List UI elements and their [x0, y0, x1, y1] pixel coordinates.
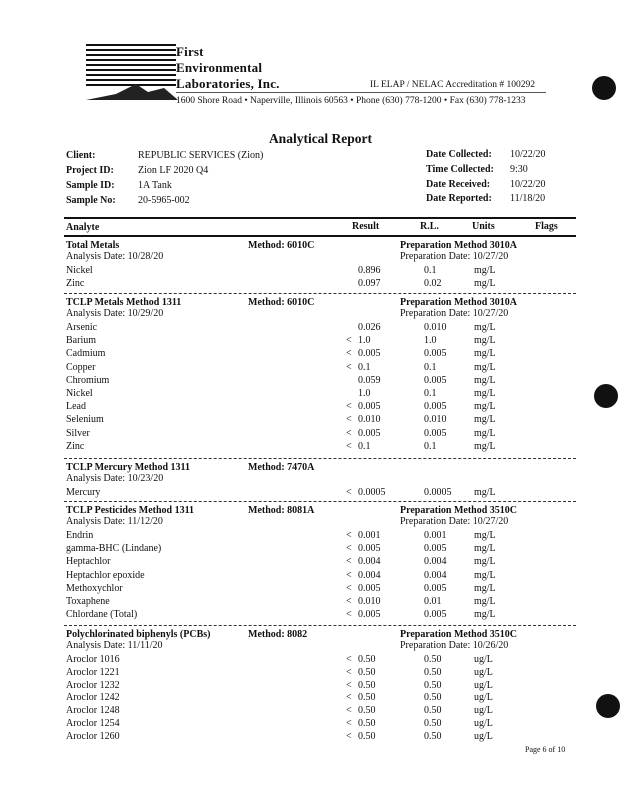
section-title: Polychlorinated biphenyls (PCBs)	[66, 629, 211, 640]
analyte-name: Chromium	[66, 375, 110, 386]
sample-no-label: Sample No:	[66, 195, 116, 206]
analyte-name: Nickel	[66, 265, 93, 276]
units: mg/L	[474, 596, 496, 607]
company-name-line3: Laboratories, Inc.	[176, 76, 280, 91]
units: mg/L	[474, 543, 496, 554]
sample-no-value: 20-5965-002	[138, 195, 190, 206]
reporting-limit: 0.005	[424, 375, 447, 386]
reporting-limit: 1.0	[424, 335, 437, 346]
reporting-limit: 0.005	[424, 348, 447, 359]
page-number: Page 6 of 10	[525, 745, 566, 754]
project-value: Zion LF 2020 Q4	[138, 165, 209, 176]
units: mg/L	[474, 375, 496, 386]
units: mg/L	[474, 583, 496, 594]
analyte-name: Heptachlor epoxide	[66, 570, 145, 581]
analyte-name: Aroclor 1242	[66, 692, 120, 703]
reporting-limit: 0.1	[424, 441, 437, 452]
qualifier: <	[346, 718, 352, 729]
units: mg/L	[474, 278, 496, 289]
analyte-name: Silver	[66, 428, 90, 439]
qualifier: <	[346, 530, 352, 541]
accreditation: IL ELAP / NELAC Accreditation # 100292	[370, 80, 535, 90]
method: Method: 8081A	[248, 505, 315, 516]
qualifier: <	[346, 583, 352, 594]
units: mg/L	[474, 348, 496, 359]
reporting-limit: 0.005	[424, 401, 447, 412]
units: mg/L	[474, 335, 496, 346]
section-title: Total Metals	[66, 240, 120, 251]
units: mg/L	[474, 609, 496, 620]
result-value: 0.1	[358, 441, 371, 452]
qualifier: <	[346, 335, 352, 346]
units: mg/L	[474, 265, 496, 276]
reporting-limit: 0.005	[424, 543, 447, 554]
analyte-name: Lead	[66, 401, 86, 412]
prep-date: Preparation Date: 10/27/20	[400, 516, 509, 527]
prep-method: Preparation Method 3010A	[400, 240, 518, 251]
reporting-limit: 0.50	[424, 692, 442, 703]
result-value: 1.0	[358, 335, 371, 346]
units: ug/L	[474, 667, 493, 678]
reporting-limit: 0.50	[424, 667, 442, 678]
result-value: 0.097	[358, 278, 381, 289]
result-value: 0.010	[358, 414, 381, 425]
qualifier: <	[346, 348, 352, 359]
date-received-label: Date Received:	[426, 179, 491, 190]
result-value: 0.059	[358, 375, 381, 386]
qualifier: <	[346, 667, 352, 678]
section-divider	[64, 625, 576, 626]
reporting-limit: 0.01	[424, 596, 442, 607]
units: ug/L	[474, 680, 493, 691]
reporting-limit: 0.50	[424, 680, 442, 691]
prep-date: Preparation Date: 10/27/20	[400, 308, 509, 319]
result-value: 0.896	[358, 265, 381, 276]
client-value: REPUBLIC SERVICES (Zion)	[138, 150, 264, 161]
qualifier: <	[346, 428, 352, 439]
prep-date: Preparation Date: 10/26/20	[400, 640, 509, 651]
analysis-date: Analysis Date: 10/23/20	[66, 473, 164, 484]
reporting-limit: 0.1	[424, 388, 437, 399]
letterhead-divider	[176, 92, 546, 93]
units: ug/L	[474, 731, 493, 742]
method: Method: 6010C	[248, 297, 315, 308]
punch-hole	[596, 694, 620, 718]
reporting-limit: 0.010	[424, 322, 447, 333]
date-collected-value: 10/22/20	[510, 149, 546, 160]
units: mg/L	[474, 362, 496, 373]
qualifier: <	[346, 362, 352, 373]
units: ug/L	[474, 654, 493, 665]
reporting-limit: 0.005	[424, 583, 447, 594]
reporting-limit: 0.50	[424, 654, 442, 665]
reporting-limit: 0.005	[424, 609, 447, 620]
section-divider	[64, 501, 576, 502]
result-value: 1.0	[358, 388, 371, 399]
prep-method: Preparation Method 3510C	[400, 629, 518, 640]
reporting-limit: 0.010	[424, 414, 447, 425]
analyte-name: Aroclor 1016	[66, 654, 120, 665]
qualifier: <	[346, 680, 352, 691]
units: mg/L	[474, 556, 496, 567]
analyte-name: Aroclor 1232	[66, 680, 120, 691]
company-name-line1: First	[176, 44, 204, 59]
units: ug/L	[474, 692, 493, 703]
col-units: Units	[472, 221, 495, 232]
reporting-limit: 0.50	[424, 718, 442, 729]
result-value: 0.004	[358, 570, 381, 581]
qualifier: <	[346, 441, 352, 452]
qualifier: <	[346, 731, 352, 742]
col-flags: Flags	[535, 221, 558, 232]
result-value: 0.50	[358, 731, 376, 742]
result-value: 0.026	[358, 322, 381, 333]
result-value: 0.005	[358, 348, 381, 359]
qualifier: <	[346, 654, 352, 665]
prep-method: Preparation Method 3510C	[400, 505, 518, 516]
qualifier: <	[346, 609, 352, 620]
analyte-name: Endrin	[66, 530, 94, 541]
qualifier: <	[346, 401, 352, 412]
units: mg/L	[474, 414, 496, 425]
result-value: 0.005	[358, 609, 381, 620]
analysis-date: Analysis Date: 11/12/20	[66, 516, 163, 527]
result-value: 0.005	[358, 401, 381, 412]
analyte-name: Arsenic	[66, 322, 98, 333]
analyte-name: Heptachlor	[66, 556, 111, 567]
analyte-name: Cadmium	[66, 348, 106, 359]
units: ug/L	[474, 718, 493, 729]
lab-address: 1600 Shore Road • Naperville, Illinois 60563 • Phone (630) 778-1200 • Fax (630) 778-1233	[176, 96, 526, 106]
analyte-name: Zinc	[66, 278, 85, 289]
sample-id-label: Sample ID:	[66, 180, 115, 191]
date-collected-label: Date Collected:	[426, 149, 492, 160]
analyte-name: Aroclor 1260	[66, 731, 120, 742]
analyte-name: Nickel	[66, 388, 93, 399]
table-top-rule	[64, 217, 576, 219]
project-label: Project ID:	[66, 165, 114, 176]
qualifier: <	[346, 556, 352, 567]
units: mg/L	[474, 570, 496, 581]
analyte-name: Aroclor 1254	[66, 718, 120, 729]
punch-hole	[592, 76, 616, 100]
prep-date: Preparation Date: 10/27/20	[400, 251, 509, 262]
col-rl: R.L.	[420, 221, 439, 232]
units: mg/L	[474, 401, 496, 412]
reporting-limit: 0.005	[424, 428, 447, 439]
col-analyte: Analyte	[66, 222, 100, 233]
qualifier: <	[346, 487, 352, 498]
reporting-limit: 0.50	[424, 731, 442, 742]
qualifier: <	[346, 596, 352, 607]
report-title: Analytical Report	[268, 131, 373, 146]
analyte-name: Aroclor 1248	[66, 705, 120, 716]
result-value: 0.005	[358, 428, 381, 439]
result-value: 0.004	[358, 556, 381, 567]
result-value: 0.50	[358, 667, 376, 678]
section-title: TCLP Pesticides Method 1311	[66, 505, 195, 516]
analyte-name: Methoxychlor	[66, 583, 123, 594]
qualifier: <	[346, 705, 352, 716]
company-name-line2: Environmental	[176, 60, 263, 75]
analyte-name: Zinc	[66, 441, 85, 452]
analyte-name: Chlordane (Total)	[66, 609, 138, 620]
client-label: Client:	[66, 150, 96, 161]
table-header-rule	[64, 235, 576, 237]
analyte-name: Selenium	[66, 414, 104, 425]
result-value: 0.001	[358, 530, 381, 541]
method: Method: 7470A	[248, 462, 315, 473]
units: mg/L	[474, 322, 496, 333]
qualifier: <	[346, 414, 352, 425]
section-title: TCLP Metals Method 1311	[66, 297, 182, 308]
result-value: 0.0005	[358, 487, 386, 498]
method: Method: 6010C	[248, 240, 315, 251]
time-collected-value: 9:30	[510, 164, 528, 175]
reporting-limit: 0.02	[424, 278, 442, 289]
units: mg/L	[474, 530, 496, 541]
units: mg/L	[474, 441, 496, 452]
analyte-name: Mercury	[66, 487, 101, 498]
result-value: 0.50	[358, 705, 376, 716]
col-result: Result	[352, 221, 380, 232]
units: mg/L	[474, 428, 496, 439]
result-value: 0.50	[358, 692, 376, 703]
units: mg/L	[474, 388, 496, 399]
punch-hole	[594, 384, 618, 408]
qualifier: <	[346, 543, 352, 554]
qualifier: <	[346, 570, 352, 581]
sample-id-value: 1A Tank	[138, 180, 172, 191]
analyte-name: gamma-BHC (Lindane)	[66, 543, 162, 554]
qualifier: <	[346, 692, 352, 703]
units: mg/L	[474, 487, 496, 498]
section-divider	[64, 293, 576, 294]
result-value: 0.1	[358, 362, 371, 373]
section-title: TCLP Mercury Method 1311	[66, 462, 190, 473]
date-reported-label: Date Reported:	[426, 193, 492, 204]
analysis-date: Analysis Date: 11/11/20	[66, 640, 163, 651]
result-value: 0.50	[358, 718, 376, 729]
analyte-name: Barium	[66, 335, 96, 346]
reporting-limit: 0.004	[424, 556, 447, 567]
result-value: 0.50	[358, 680, 376, 691]
reporting-limit: 0.50	[424, 705, 442, 716]
method: Method: 8082	[248, 629, 308, 640]
reporting-limit: 0.0005	[424, 487, 452, 498]
reporting-limit: 0.1	[424, 362, 437, 373]
result-value: 0.005	[358, 543, 381, 554]
result-value: 0.010	[358, 596, 381, 607]
result-value: 0.005	[358, 583, 381, 594]
analysis-date: Analysis Date: 10/29/20	[66, 308, 164, 319]
reporting-limit: 0.004	[424, 570, 447, 581]
analyte-name: Toxaphene	[66, 596, 110, 607]
reporting-limit: 0.1	[424, 265, 437, 276]
date-received-value: 10/22/20	[510, 179, 546, 190]
units: ug/L	[474, 705, 493, 716]
analysis-date: Analysis Date: 10/28/20	[66, 251, 164, 262]
analyte-name: Copper	[66, 362, 96, 373]
section-divider	[64, 458, 576, 459]
mountain-logo-graphic	[86, 80, 178, 102]
result-value: 0.50	[358, 654, 376, 665]
time-collected-label: Time Collected:	[426, 164, 494, 175]
date-reported-value: 11/18/20	[510, 193, 546, 204]
analyte-name: Aroclor 1221	[66, 667, 120, 678]
prep-method: Preparation Method 3010A	[400, 297, 518, 308]
reporting-limit: 0.001	[424, 530, 447, 541]
